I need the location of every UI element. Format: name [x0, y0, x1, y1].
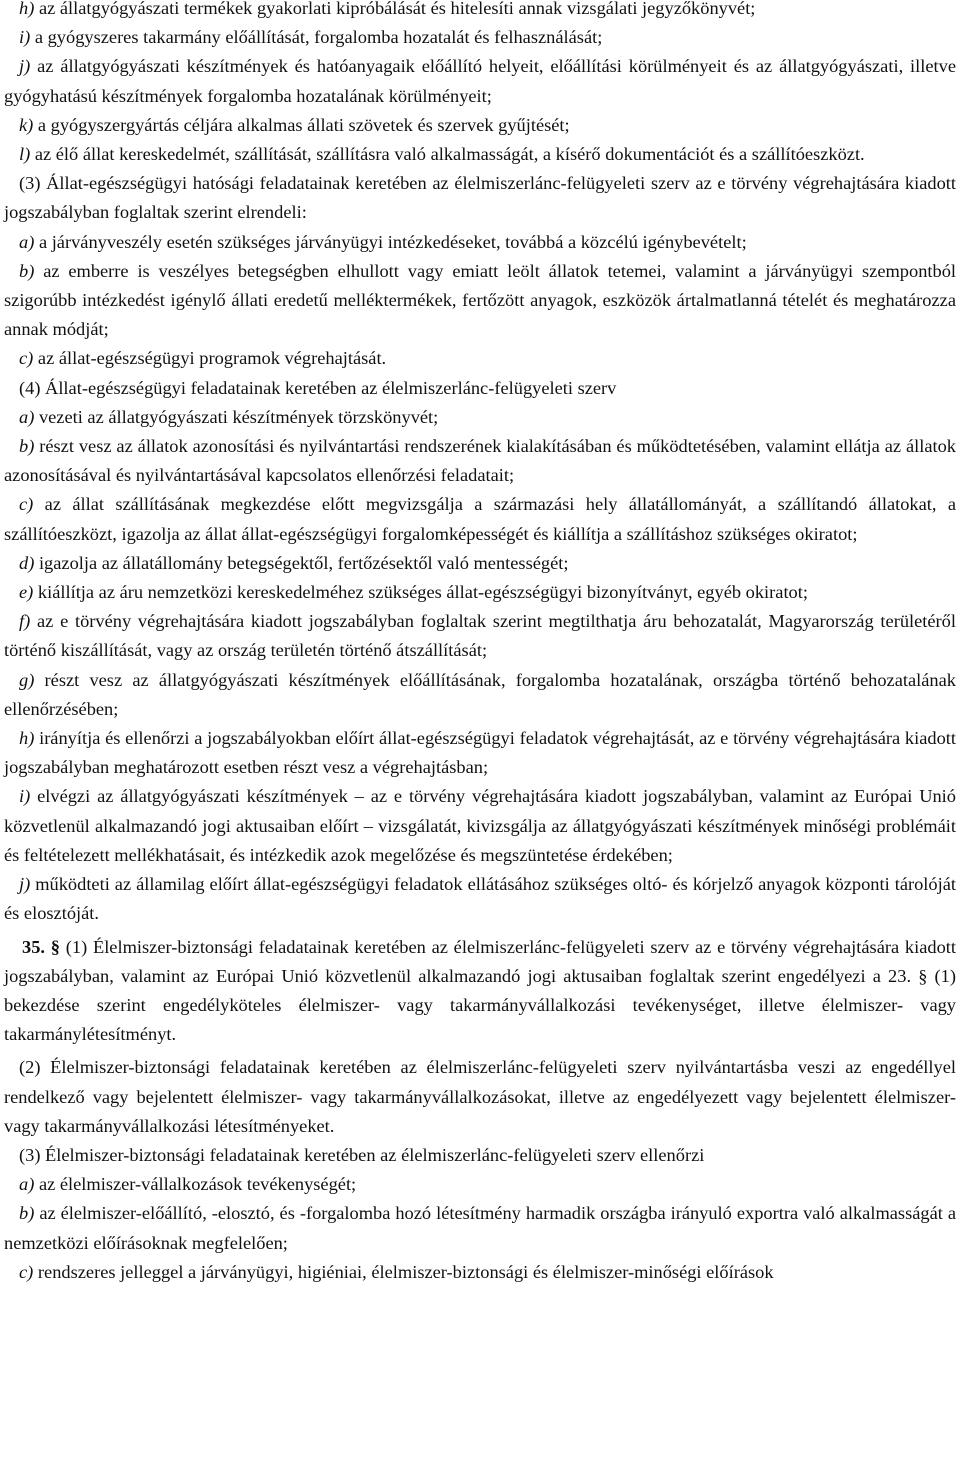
paragraph-35-3a: [4, 1170, 956, 1199]
paragraph-text: az állatgyógyászati termékek gyakorlati kipróbálását és hitelesíti annak vizsgálati jegyzőkönyvét;: [38, 0, 756, 18]
paragraph-text: (3) Élelmiszer-biztonsági feladatainak keretében az élelmiszerlánc-felügyeleti szerv ellenőrzi: [19, 1144, 705, 1165]
item-marker: b): [19, 1203, 35, 1224]
item-marker: b): [19, 260, 35, 281]
paragraph-text: az élelmiszer-vállalkozások tevékenységét;: [38, 1174, 357, 1195]
paragraph-h: [4, 0, 956, 23]
paragraph-text: (1) Élelmiszer-biztonsági feladatainak keretében az élelmiszerlánc-felügyeleti szerv az e törvény végrehajtására kiadott jogszabályban, valamint az Európai Unió közvetlenül alkalmazandó jogi aktusaiban foglaltak szerint engedélyezi a 23. § (1) bekezdése szerint engedélyköteles élelmiszer- vagy takarmányvállalkozási tevékenységet, illetve élelmiszer- vagy takarmánylétesítményt.: [4, 936, 957, 1045]
paragraph-text: rendszeres jelleggel a járványügyi, higiéniai, élelmiszer-biztonsági és élelmiszer-minőségi előírások: [37, 1261, 774, 1282]
paragraph-text: az állat szállításának megkezdése előtt megvizsgálja a származási hely állatállományát, a szállítandó állatokat, a szállítóeszközt, igazolja az állat állat-egészségügyi forgalomképességét és kiállítja a szállításhoz szükséges okiratot;: [4, 494, 956, 544]
paragraph-3-intro: [4, 169, 956, 227]
item-marker: b): [19, 436, 35, 457]
paragraph-4e: [4, 578, 956, 607]
paragraph-text: irányítja és ellenőrzi a jogszabályokban előírt állat-egészségügyi feladatok végrehajtását, az e törvény végrehajtására kiadott jogszabályban meghatározott esetben részt vesz a végrehajtásban;: [4, 728, 956, 778]
paragraph-text: részt vesz az állatgyógyászati készítmények előállításának, forgalomba hozatalának, országba történő behozatalának ellenőrzésében;: [4, 669, 956, 719]
paragraph-text: vezeti az állatgyógyászati készítmények törzskönyvét;: [38, 406, 439, 427]
item-marker: a): [19, 231, 35, 252]
paragraph-text: az emberre is veszélyes betegségben elhullott vagy emiatt leölt állatok tetemei, valamint a járványügyi szempontból szigorúbb intézkedést igénylő állati eredetű melléktermékek, fertőzött anyagok, eszközök ártalmatlanná tételét és meghatározza annak módját;: [4, 260, 956, 340]
item-marker: k): [19, 114, 34, 135]
paragraph-text: (4) Állat-egészségügyi feladatainak keretében az élelmiszerlánc-felügyeleti szerv: [19, 377, 617, 398]
paragraph-4j: [4, 870, 956, 928]
paragraph-4d: [4, 549, 956, 578]
paragraph-text: a gyógyszergyártás céljára alkalmas állati szövetek és szervek gyűjtését;: [37, 114, 570, 135]
item-marker: h): [19, 0, 35, 18]
item-marker: c): [19, 1261, 34, 1282]
paragraph-j: [4, 52, 956, 110]
item-marker: i): [19, 786, 31, 807]
paragraph-text: a járványveszély esetén szükséges járványügyi intézkedéseket, továbbá a közcélú igénybevételt;: [38, 231, 747, 252]
paragraph-4-intro: [4, 374, 956, 403]
paragraph-text: elvégzi az állatgyógyászati készítmények – az e törvény végrehajtására kiadott jogszabályban, valamint az Európai Unió közvetlenül alkalmazandó jogi aktusaiban előírt – vizsgálatát, kivizsgálja az állatgyógyászati készítmények minőségi problémáit és feltételezett mellékhatásait, és intézkedik azok megelőzése és megszüntetése érdekében;: [4, 786, 956, 865]
paragraph-4i: [4, 782, 956, 870]
item-marker: h): [19, 728, 35, 749]
paragraph-35-3c: [4, 1258, 956, 1287]
item-marker: c): [19, 348, 34, 369]
paragraph-text: (2) Élelmiszer-biztonsági feladatainak keretében az élelmiszerlánc-felügyeleti szerv nyilvántartásba veszi az engedéllyel rendelkező vagy bejelentett élelmiszer- vagy takarmányvállalkozásokat, illetve az engedélyezett vagy bejelentett élelmiszer- vagy takarmányvállalkozási létesítményeket.: [4, 1057, 956, 1136]
paragraph-3c: [4, 344, 956, 373]
paragraph-text: részt vesz az állatok azonosítási és nyilvántartási rendszerének kialakításában és működtetésében, valamint ellátja az állatok azonosításával és nyilvántartásával kapcsolatos ellenőrzési feladatait;: [4, 436, 956, 486]
paragraph-4h: [4, 724, 956, 782]
paragraph-text: kiállítja az áru nemzetközi kereskedelméhez szükséges állat-egészségügyi bizonyítványt, egyéb okiratot;: [37, 582, 808, 603]
item-marker: j): [19, 874, 31, 895]
item-marker: i): [19, 27, 31, 48]
paragraph-i: [4, 23, 956, 52]
paragraph-k: [4, 111, 956, 140]
paragraph-35-3b: [4, 1199, 956, 1257]
paragraph-3a: [4, 228, 956, 257]
item-marker: l): [19, 144, 31, 165]
paragraph-4g: [4, 666, 956, 724]
paragraph-text: az élő állat kereskedelmét, szállítását, szállításra való alkalmasságát, a kísérő dokumentációt és a szállítóeszközt.: [34, 144, 865, 165]
paragraph-4f: [4, 607, 956, 665]
item-marker: e): [19, 582, 34, 603]
paragraph-4a: [4, 403, 956, 432]
section-35-paragraph-1: [4, 933, 956, 1050]
paragraph-l: [4, 140, 956, 169]
paragraph-text: a gyógyszeres takarmány előállítását, forgalomba hozatalát és felhasználását;: [34, 27, 603, 48]
item-marker: g): [19, 669, 35, 690]
paragraph-text: az állatgyógyászati készítmények és hatóanyagaik előállító helyeit, előállítási körülményeit és az állatgyógyászati, illetve gyógyhatású készítmények forgalomba hozatalának körülményeit;: [4, 56, 956, 106]
section-35-paragraph-2: [4, 1053, 956, 1141]
item-marker: c): [19, 494, 34, 515]
paragraph-text: az állat-egészségügyi programok végrehajtását.: [37, 348, 387, 369]
item-marker: j): [19, 56, 31, 77]
paragraph-text: (3) Állat-egészségügyi hatósági feladatainak keretében az élelmiszerlánc-felügyeleti szerv az e törvény végrehajtására kiadott jogszabályban foglaltak szerint elrendeli:: [4, 173, 956, 223]
item-marker: d): [19, 552, 35, 573]
section-35-paragraph-3-intro: [4, 1141, 956, 1170]
paragraph-text: működteti az államilag előírt állat-egészségügyi feladatok ellátásához szükséges oltó- és kórjelző anyagok központi tárolóját és elosztóját.: [4, 874, 956, 924]
paragraph-text: igazolja az állatállomány betegségektől, fertőzésektől való mentességét;: [38, 552, 569, 573]
paragraph-text: az élelmiszer-előállító, -elosztó, és -forgalomba hozó létesítmény harmadik országba irányuló exportra való alkalmasságát a nemzetközi előírásoknak megfelelően;: [4, 1203, 956, 1253]
item-marker: a): [19, 406, 35, 427]
paragraph-text: az e törvény végrehajtására kiadott jogszabályban foglaltak szerint megtilthatja áru behozatalát, Magyarország területéről történő kiszállítását, vagy az ország területén történő átszállítását;: [4, 611, 956, 661]
paragraph-3b: [4, 257, 956, 345]
section-number: 35. §: [22, 936, 60, 957]
item-marker: f): [19, 611, 31, 632]
paragraph-4b: [4, 432, 956, 490]
item-marker: a): [19, 1174, 35, 1195]
paragraph-4c: [4, 490, 956, 548]
